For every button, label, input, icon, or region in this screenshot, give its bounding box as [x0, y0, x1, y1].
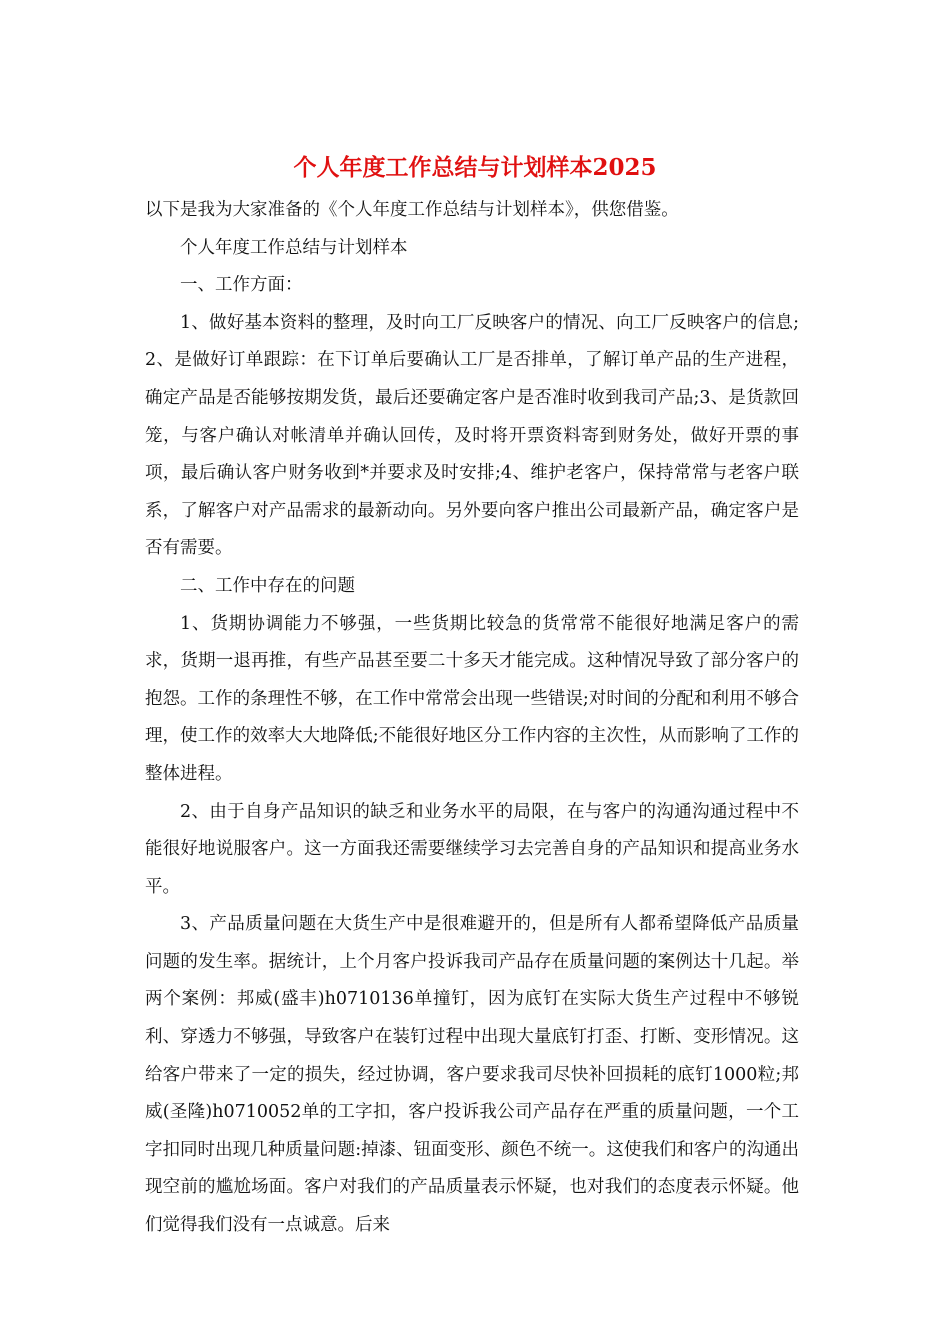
body-paragraph: 1、货期协调能力不够强，一些货期比较急的货常常不能很好地满足客户的需求，货期一退再推，有些产品甚至要二十多天才能完成。这种情况导致了部分客户的抱怨。工作的条理性不够，在工作中常常会出现一些错误;对时间的分配和利用不够合理，使工作的效率大大地降低;不能很好地区分工作内容的主次性，从而影响了工作的整体进程。 — [145, 613, 799, 784]
body-paragraph: 3、产品质量问题在大货生产中是很难避开的，但是所有人都希望降低产品质量问题的发生率。据统计，上个月客户投诉我司产品存在质量问题的案例达十几起。举两个案例：邦威(盛丰)h0710136单撞钉，因为底钉在实际大货生产过程中不够锐利、穿透力不够强，导致客户在装钉过程中出现大量底钉打歪、打断、变形情况。这给客户带来了一定的损失，经过协调，客户要求我司尽快补回损耗的底钉1000粒;邦威(圣隆)h0710052单的工字扣，客户投诉我公司产品存在严重的质量问题，一个工字扣同时出现几种质量问题:掉漆、钮面变形、颜色不统一。这使我们和客户的沟通出现空前的尴尬场面。客户对我们的产品质量表示怀疑，也对我们的态度表示怀疑。他们觉得我们没有一点诚意。后来 — [145, 914, 799, 1236]
section-heading-work: 一、工作方面： — [180, 275, 303, 296]
document-body — [145, 192, 799, 1245]
document-title: 个人年度工作总结与计划样本2025 — [293, 154, 657, 181]
body-paragraph: 1、做好基本资料的整理，及时向工厂反映客户的情况、向工厂反映客户的信息;2、是做好订单跟踪：在下订单后要确认工厂是否排单，了解订单产品的生产进程，确定产品是否能够按期发货，最后还要确定客户是否准时收到我司产品;3、是货款回笼，与客户确认对帐清单并确认回传，及时将开票资料寄到财务处，做好开票的事项，最后确认客户财务收到*并要求及时安排;4、维护老客户，保持常常与老客户联系，了解客户对产品需求的最新动向。另外要向客户推出公司最新产品，确定客户是否有需要。 — [145, 312, 799, 559]
body-paragraph: 2、由于自身产品知识的缺乏和业务水平的局限，在与客户的沟通沟通过程中不能很好地说服客户。这一方面我还需要继续学习去完善自身的产品知识和提高业务水平。 — [145, 801, 799, 897]
subtitle-paragraph: 个人年度工作总结与计划样本 — [180, 237, 408, 258]
intro-paragraph: 以下是我为大家准备的《个人年度工作总结与计划样本》，供您借鉴。 — [145, 200, 679, 220]
section-heading-problems: 二、工作中存在的问题 — [180, 575, 355, 596]
